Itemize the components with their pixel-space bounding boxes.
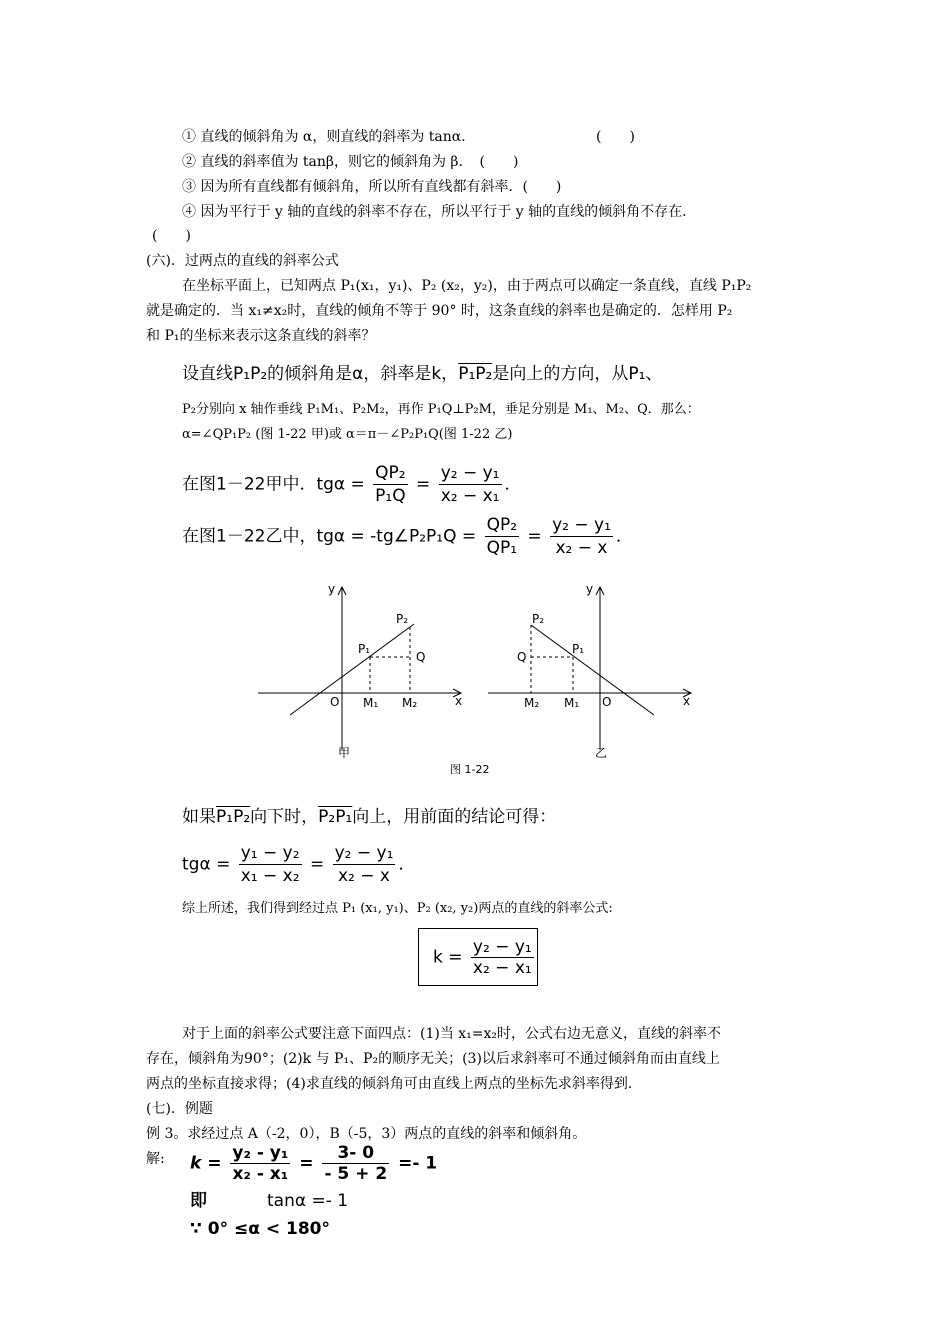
judgment-1-paren: ( ) <box>596 129 635 145</box>
case-b-formula: 在图1－22乙中，tgα = -tg∠P₂P₁Q = $\frac{\text{QP₂}}{\text{QP₁}}$ = $\frac{\text{y₂ − y₁}}{\text{x₂ − x}}$ ． <box>182 515 633 558</box>
right-origin: O <box>602 695 612 709</box>
slope-formula-box <box>418 928 538 986</box>
figure-caption: 图 1-22 <box>450 763 490 776</box>
downward-formula: tgα = $\frac{\text{y₁ − y₂}}{\text{x₁ − x₂}}$ = $\frac{\text{y₂ − y₁}}{\text{x₂ − x}}$ ． <box>182 843 416 886</box>
summary-line: 综上所述，我们得到经过点 P₁ (x₁, y₁)、P₂ (x₂, y₂)两点的直线的斜率公式: <box>182 901 613 916</box>
judgment-2: ② 直线的斜率值为 tanβ，则它的倾斜角为 β． ( ) <box>182 154 519 170</box>
left-q: Q <box>416 650 426 664</box>
judgment-4-paren: ( ) <box>152 228 191 244</box>
right-y-label: y <box>586 582 594 596</box>
range-line: ∵ 0° ≤α < 180° <box>190 1219 330 1239</box>
left-origin: O <box>330 695 340 709</box>
section6-para-line3: 和 P₁的坐标来表示这条直线的斜率？ <box>146 328 376 344</box>
left-m1: M₁ <box>363 696 379 710</box>
judgment-4: ④ 因为平行于 y 轴的直线的斜率不存在，所以平行于 y 轴的直线的倾斜角不存在． <box>182 204 697 220</box>
section6-para-line1: 在坐标平面上，已知两点 P₁(x₁，y₁)、P₂ (x₂，y₂)，由于两点可以确定一条直线，直线 P₁P₂ <box>182 278 752 294</box>
downward-line: 如果P₁P₂向下时，P₂P₁向上，用前面的结论可得： <box>182 807 557 827</box>
notes-line3: 两点的坐标直接求得；(4)求直线的倾斜角可由直线上两点的坐标先求斜率得到． <box>146 1076 642 1092</box>
figure-1-22 <box>250 575 710 790</box>
right-x-label: x <box>683 694 691 708</box>
section6-para-line2: 就是确定的．当 x₁≠x₂时，直线的倾角不等于 90° 时，这条直线的斜率也是确定的．怎样用 P₂ <box>146 303 733 319</box>
right-p2: P₂ <box>532 612 545 626</box>
perpendicular-line: P₂分别向 x 轴作垂线 P₁M₁、P₂M₂，再作 P₁Q⊥P₂M，垂足分别是 M₁、M₂、Q．那么： <box>182 402 700 417</box>
section7-title: (七)．例题 <box>146 1101 213 1117</box>
tan-alpha-line: 即 tanα =- 1 <box>190 1191 349 1211</box>
left-p1: P₁ <box>358 642 371 656</box>
right-m2: M₂ <box>524 696 540 710</box>
notes-line2: 存在，倾斜角为90°；(2)k 与 P₁、P₂的顺序无关；(3)以后求斜率可不通过倾斜角而由直线上 <box>146 1051 720 1067</box>
left-name: 甲 <box>338 746 351 760</box>
right-m1: M₁ <box>564 696 580 710</box>
left-m2: M₂ <box>402 696 418 710</box>
example-3: 例 3。求经过点 A（-2，0），B（-5，3）两点的直线的斜率和倾斜角。 <box>146 1126 587 1142</box>
alpha-definition: α=∠QP₁P₂ (图 1-22 甲)或 α＝π－∠P₂P₁Q(图 1-22 乙) <box>182 427 513 442</box>
right-q: Q <box>517 650 527 664</box>
setup-line: 设直线P₁P₂的倾斜角是α，斜率是k，P₁P₂是向上的方向，从P₁、 <box>182 364 663 384</box>
slope-formula: k = $\frac{\text{y₂ − y₁}}{\text{x₂ − x₁}}$ <box>433 937 532 978</box>
left-x-label: x <box>455 694 463 708</box>
section6-title: (六)．过两点的直线的斜率公式 <box>146 253 339 269</box>
right-name: 乙 <box>595 746 608 760</box>
case-a-formula: 在图1－22甲中．tgα = $\frac{\text{QP₂}}{\text{P₁Q}}$ = $\frac{\text{y₂ − y₁}}{\text{x₂ − x₁}}$ ． <box>182 463 522 506</box>
notes-line1: 对于上面的斜率公式要注意下面四点：(1)当 x₁=x₂时，公式右边无意义，直线的斜率不 <box>182 1026 722 1042</box>
right-p1: P₁ <box>572 642 585 656</box>
judgment-3: ③ 因为所有直线都有倾斜角，所以所有直线都有斜率．( ) <box>182 179 562 195</box>
solution-label: 解: <box>146 1151 165 1167</box>
judgment-1: ① 直线的倾斜角为 α，则直线的斜率为 tanα． <box>182 129 476 145</box>
left-y-label: y <box>328 582 336 596</box>
left-p2: P₂ <box>396 612 409 626</box>
example-slope-calc: k = $\frac{\text{y₂ - y₁}}{\text{x₂ - x₁}}$ = $\frac{3- 0}{- 5 + 2}$ =- 1 <box>190 1143 438 1184</box>
